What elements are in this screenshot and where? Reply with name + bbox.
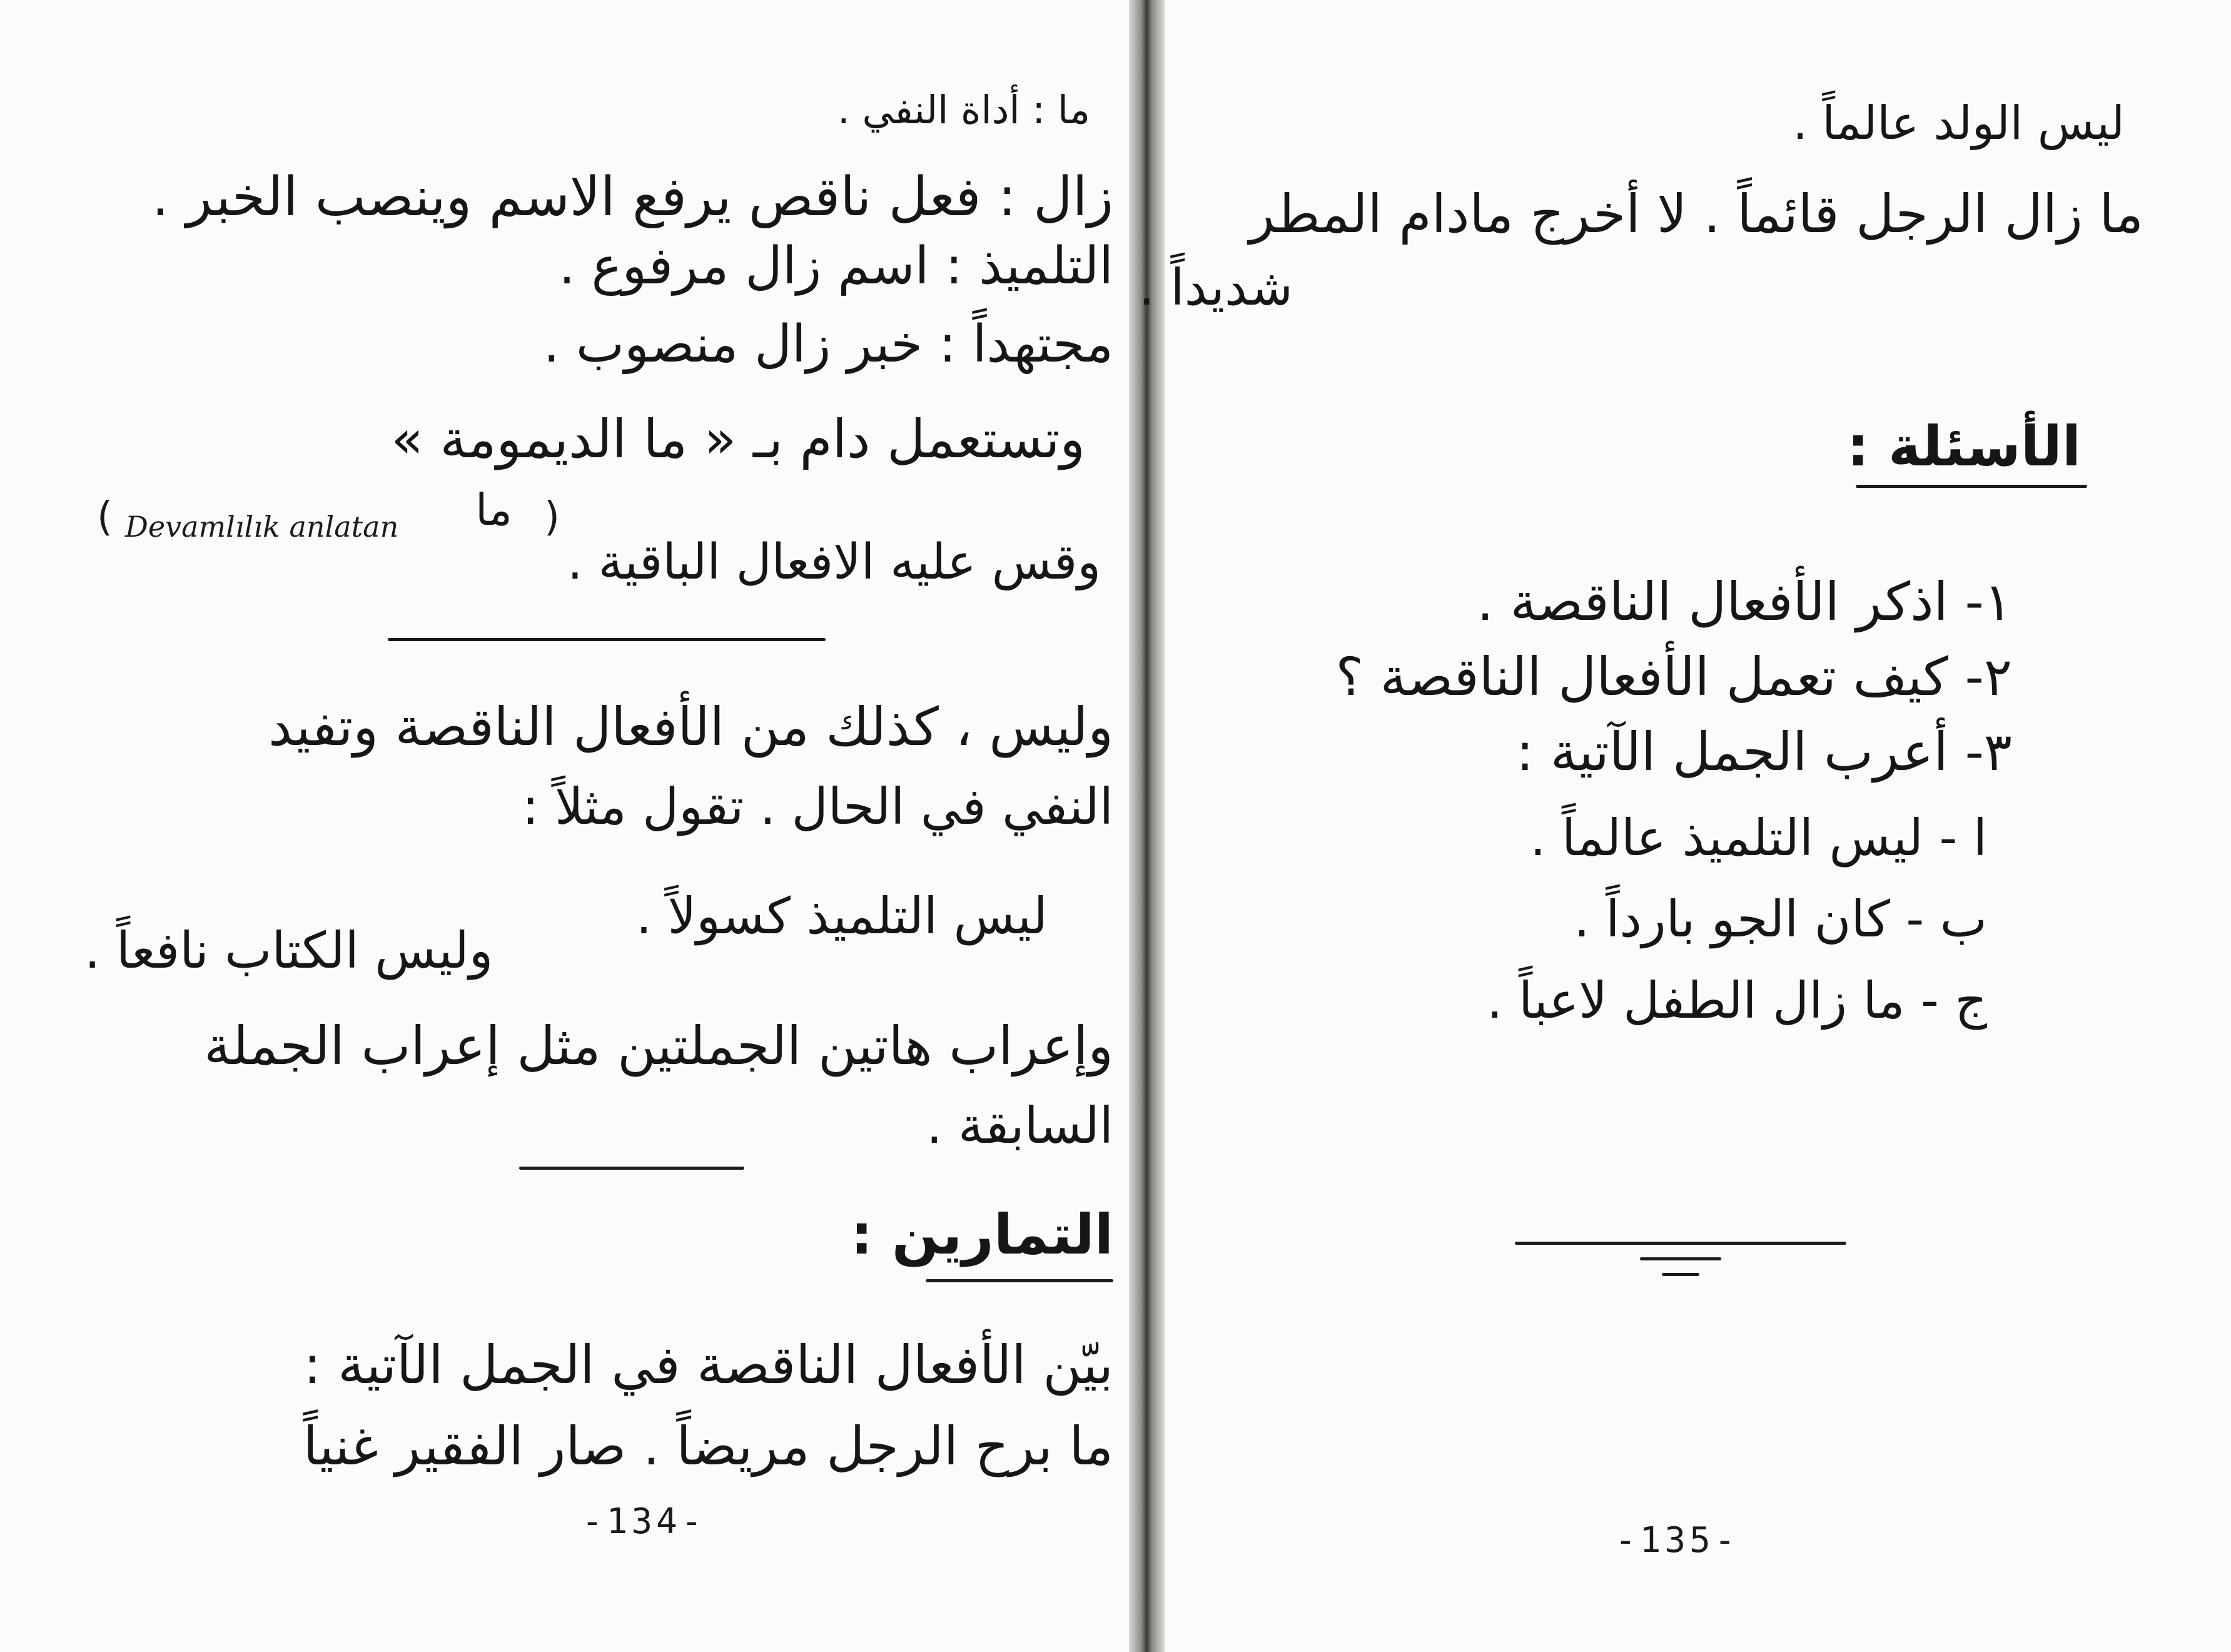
text-line: السابقة . xyxy=(926,1097,1113,1155)
end-ornament-line xyxy=(1515,1242,1846,1245)
note-open-paren: ( xyxy=(97,494,113,540)
heading-underline xyxy=(926,1279,1113,1282)
text-line: وتستعمل دام بـ « ما الديمومة » xyxy=(391,408,1085,470)
questions-heading: الأسئلة : xyxy=(1847,414,2081,479)
question-subitem: ا - ليس التلميذ عالماً . xyxy=(1530,809,1987,867)
end-ornament-mark xyxy=(1662,1273,1699,1276)
section-divider xyxy=(388,638,826,641)
note-close-paren: ) xyxy=(544,494,560,540)
book-spine xyxy=(1129,0,1165,1652)
text-line: النفي في الحال . تقول مثلاً : xyxy=(522,778,1113,836)
text-line: ليس الولد عالماً . xyxy=(1793,96,2125,150)
end-ornament-mark xyxy=(1640,1257,1721,1260)
text-line: وليس ، كذلك من الأفعال الناقصة وتفيد xyxy=(268,696,1113,758)
question-subitem: ج - ما زال الطفل لاعباً . xyxy=(1487,971,1987,1030)
question-item: ١- اذكر الأفعال الناقصة . xyxy=(1477,571,2012,632)
text-line: ما زال الرجل قائماً . لا أخرج مادام المطر xyxy=(1249,183,2143,245)
text-line: وقس عليه الافعال الباقية . xyxy=(567,534,1101,590)
text-line: شديداً . xyxy=(1138,258,1293,317)
page-number: -135- xyxy=(1615,1520,1739,1561)
section-heading: التمارين : xyxy=(851,1202,1113,1267)
question-item: ٢- كيف تعمل الأفعال الناقصة ؟ xyxy=(1335,646,2012,707)
handwritten-note: Devamlılık anlatan xyxy=(125,510,399,544)
example-sentence: ليس التلميذ كسولاً . xyxy=(635,887,1048,945)
text-line: زال : فعل ناقص يرفع الاسم وينصب الخبر . xyxy=(151,166,1113,228)
text-line: وإعراب هاتين الجملتين مثل إعراب الجملة xyxy=(204,1015,1113,1077)
text-line: بيّن الأفعال الناقصة في الجمل الآتية : xyxy=(303,1334,1113,1396)
heading-underline xyxy=(1856,485,2087,488)
page-number: -134- xyxy=(582,1501,706,1542)
text-line: ما برح الرجل مريضاً . صار الفقير غنياً xyxy=(303,1416,1113,1477)
right-page xyxy=(1138,0,2231,1652)
section-divider xyxy=(519,1167,744,1170)
example-sentence: وليس الكتاب نافعاً . xyxy=(84,921,493,980)
text-line: التلميذ : اسم زال مرفوع . xyxy=(559,236,1113,296)
text-line: مجتهداً : خبر زال منصوب . xyxy=(543,315,1113,374)
question-subitem: ب - كان الجو بارداً . xyxy=(1574,890,1987,948)
text-line: ما : أداة النفي . xyxy=(837,87,1090,133)
note-arabic: ما xyxy=(475,484,512,535)
question-item: ٣- أعرب الجمل الآتية : xyxy=(1515,721,2012,783)
